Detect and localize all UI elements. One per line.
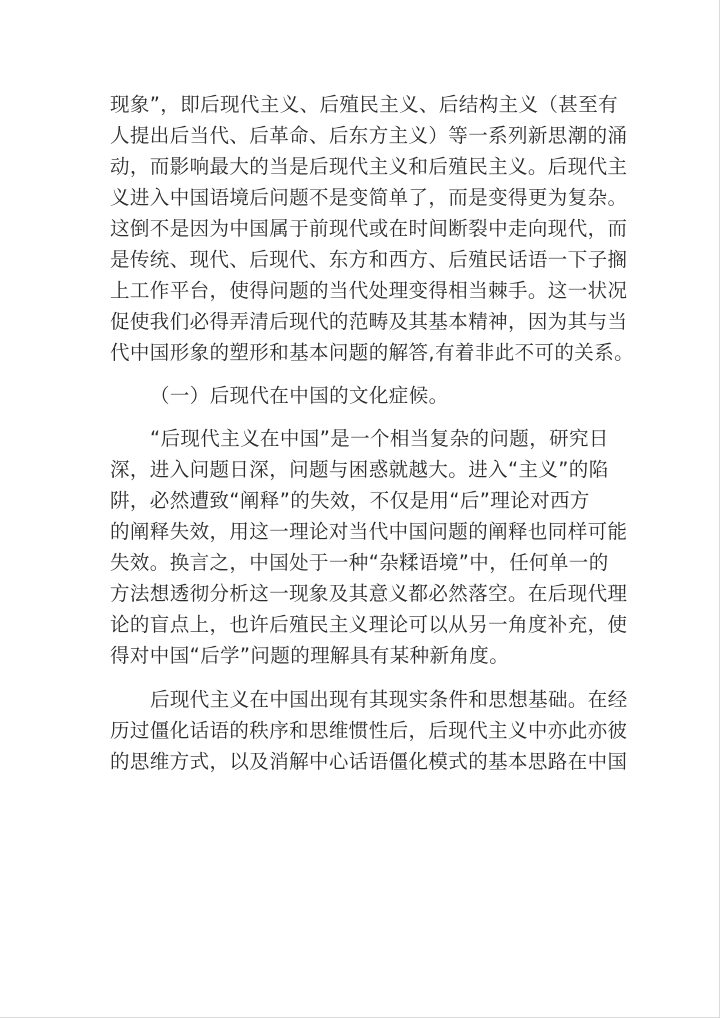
text-line: 动，而影响最大的当是后现代主义和后殖民主义。后现代主 [110,155,628,178]
text-line: 阱，必然遭致“阐释”的失效，不仅是用“后”理论对西方 [110,489,590,512]
text-line: 代中国形象的塑形和基本问题的解答,有着非此不可的关系。 [110,341,634,364]
text-line: 得对中国“后学”问题的理解具有某种新角度。 [110,644,510,667]
paragraph-spacing [110,411,610,423]
section-heading: （一）后现代在中国的文化症候。 [150,384,449,407]
text-line: 失效。换言之，中国处于一种“杂糅语境”中，任何单一的 [110,551,609,574]
text-line: 是传统、现代、后现代、东方和西方、后殖民话语一下子搁 [110,248,628,271]
paragraph-2 [110,423,628,671]
text-line: 历过僵化话语的秩序和思维惯性后，后现代主义中亦此亦彼 [110,719,628,742]
text-line: 这倒不是因为中国属于前现代或在时间断裂中走向现代，而 [110,217,628,240]
document-body [110,89,634,777]
text-line: 促使我们必得弄清后现代的范畴及其基本精神，因为其与当 [110,310,628,333]
text-line: 义进入中国语境后问题不是变简单了，而是变得更为复杂。 [110,186,628,209]
text-line: 后现代主义在中国出现有其现实条件和思想基础。在经 [150,688,628,711]
text-line: 的阐释失效，用这一理论对当代中国问题的阐释也同样可能 [110,520,628,543]
text-line: 上工作平台，使得问题的当代处理变得相当棘手。这一状况 [110,279,628,302]
text-line: 现象”，即后现代主义、后殖民主义、后结构主义（甚至有 [110,93,619,116]
paragraph-3 [110,684,628,777]
text-line: “后现代主义在中国”是一个相当复杂的问题，研究日 [150,427,609,450]
paragraph-1 [110,89,634,368]
paragraph-spacing [110,671,610,684]
text-line: 深，进入问题日深，问题与困惑就越大。进入“主义”的陷 [110,458,609,481]
text-line: 方法想透彻分析这一现象及其意义都必然落空。在后现代理 [110,582,628,605]
text-line: 论的盲点上，也许后殖民主义理论可以从另一角度补充，使 [110,613,628,636]
text-line: 人提出后当代、后革命、后东方主义）等一系列新思潮的涌 [110,124,628,147]
text-line: 的思维方式，以及消解中心话语僵化模式的基本思路在中国 [110,750,628,773]
paragraph-spacing [110,368,610,380]
